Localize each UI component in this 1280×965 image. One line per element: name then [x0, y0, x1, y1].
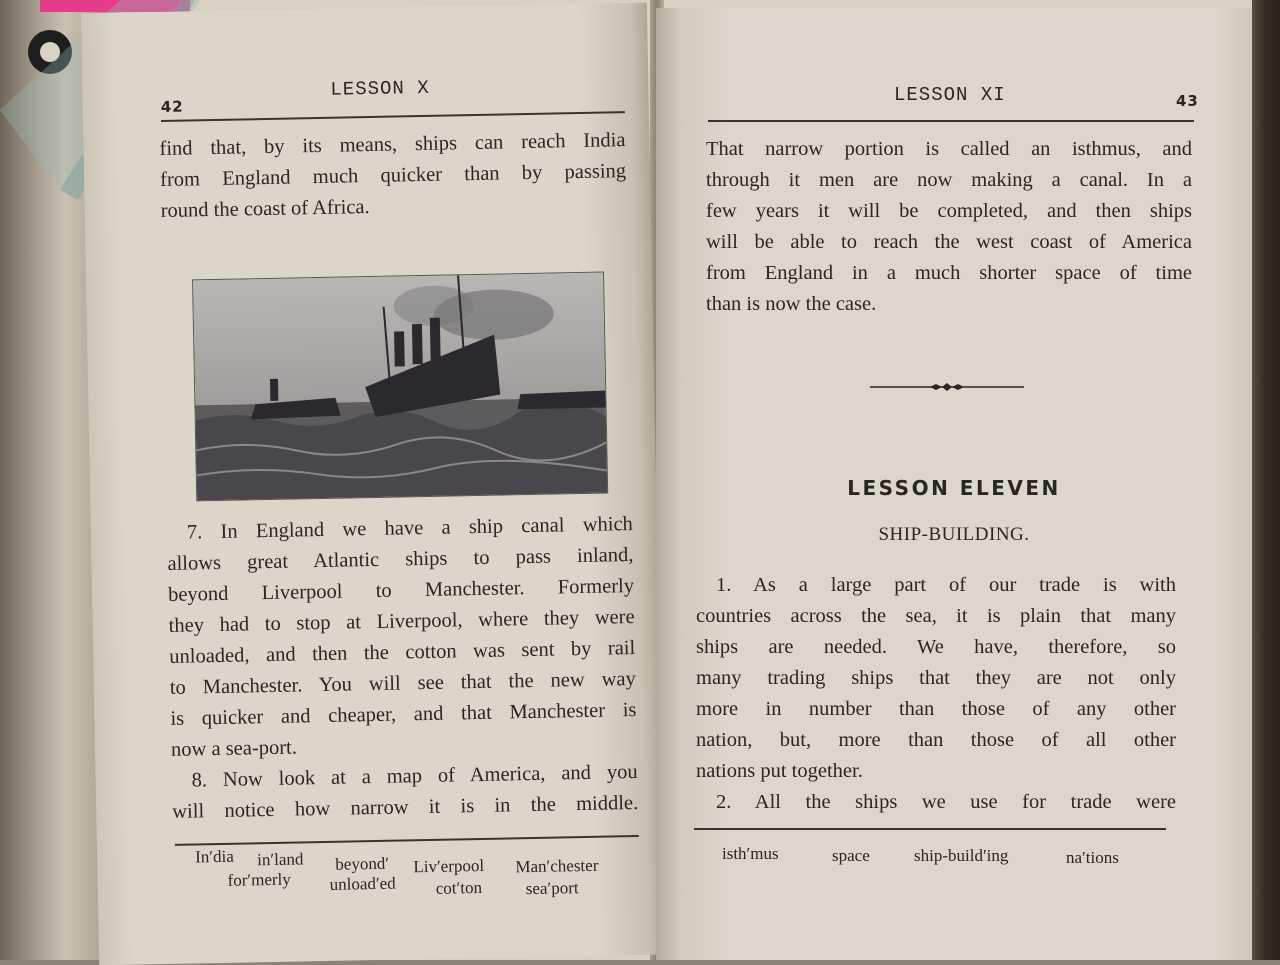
text-line: through it men are now making a canal. In a	[706, 169, 1192, 191]
vocab-word: space	[832, 846, 870, 865]
text-line: 2. All the ships we use for trade were	[716, 791, 1176, 813]
vocab-word: unload′ed	[329, 873, 396, 894]
vocab-word: cot′ton	[435, 877, 483, 898]
running-title: LESSON X	[330, 76, 430, 101]
vocab-word: in′land	[257, 849, 304, 870]
text-line: 8. Now look at a map of America, and you	[191, 760, 638, 792]
footer-rule	[694, 828, 1166, 830]
text-line: will be able to reach the west coast of America	[706, 231, 1192, 253]
top-text-block	[159, 125, 627, 227]
text-line: allows great Atlantic ships to pass inland,	[167, 544, 634, 575]
left-page-header	[82, 73, 648, 117]
steamship-illustration	[192, 272, 608, 502]
text-line: 7. In England we have a ship canal which	[186, 513, 634, 544]
text-line: nations put together.	[696, 760, 863, 782]
vocab-word: Liv′erpool	[413, 855, 485, 877]
text-line: more in number than those of any other	[696, 698, 1176, 720]
lesson-subheading: SHIP-BUILDING.	[878, 524, 1030, 545]
vocab-word: ship-build′ing	[914, 846, 1009, 865]
text-line: they had to stop at Liverpool, where they were	[168, 606, 635, 637]
text-line: ships are needed. We have, therefore, so	[696, 636, 1176, 658]
text-line: from England much quicker than by passing	[159, 160, 627, 192]
text-line: is quicker and cheaper, and that Manchester is	[170, 698, 637, 730]
text-line: beyond Liverpool to Manchester. Formerly	[167, 575, 635, 606]
vocab-word: na′tions	[1066, 848, 1119, 867]
text-line: countries across the sea, it is plain that many	[696, 605, 1176, 627]
footer-rule	[175, 835, 639, 845]
lesson-heading: LESSON ELEVEN	[847, 476, 1061, 500]
vocab-word: In′dia	[194, 846, 234, 867]
text-line: than is now the case.	[706, 293, 877, 315]
book-cover-edge	[1252, 0, 1280, 960]
vocab-word: Man′chester	[515, 855, 599, 877]
left-page	[81, 3, 665, 965]
text-line: unloaded, and then the cotton was sent by rail	[169, 636, 636, 668]
top-text-block	[706, 134, 1192, 320]
ornamental-divider	[870, 382, 1024, 392]
text-line: find that, by its means, ships can reach India	[159, 129, 626, 161]
header-rule	[708, 120, 1194, 122]
paragraph-7	[167, 509, 639, 828]
page-number: 42	[160, 97, 184, 117]
page-number: 43	[1176, 92, 1199, 110]
vocab-word: isth′mus	[722, 844, 779, 863]
paragraph-1	[696, 570, 1176, 818]
vocab-word: for′merly	[227, 869, 291, 890]
vocab-word: beyond′	[335, 853, 390, 874]
text-line: now a sea-port.	[170, 736, 298, 761]
text-line: round the coast of Africa.	[160, 196, 370, 223]
text-line: 1. As a large part of our trade is with	[716, 574, 1176, 596]
running-title: LESSON XI	[894, 84, 1006, 106]
vocab-word: sea′port	[525, 878, 579, 899]
header-rule	[161, 111, 625, 121]
text-line: nation, but, more than those of all other	[696, 729, 1176, 751]
text-line: That narrow portion is called an isthmus, and	[706, 138, 1192, 160]
text-line: from England in a much shorter space of time	[706, 262, 1192, 284]
text-line: few years it will be completed, and then ships	[706, 200, 1192, 222]
text-line: will notice how narrow it is in the middle.	[172, 791, 639, 823]
text-line: many trading ships that they are not only	[696, 667, 1176, 689]
text-line: to Manchester. You will see that the new way	[169, 667, 637, 699]
